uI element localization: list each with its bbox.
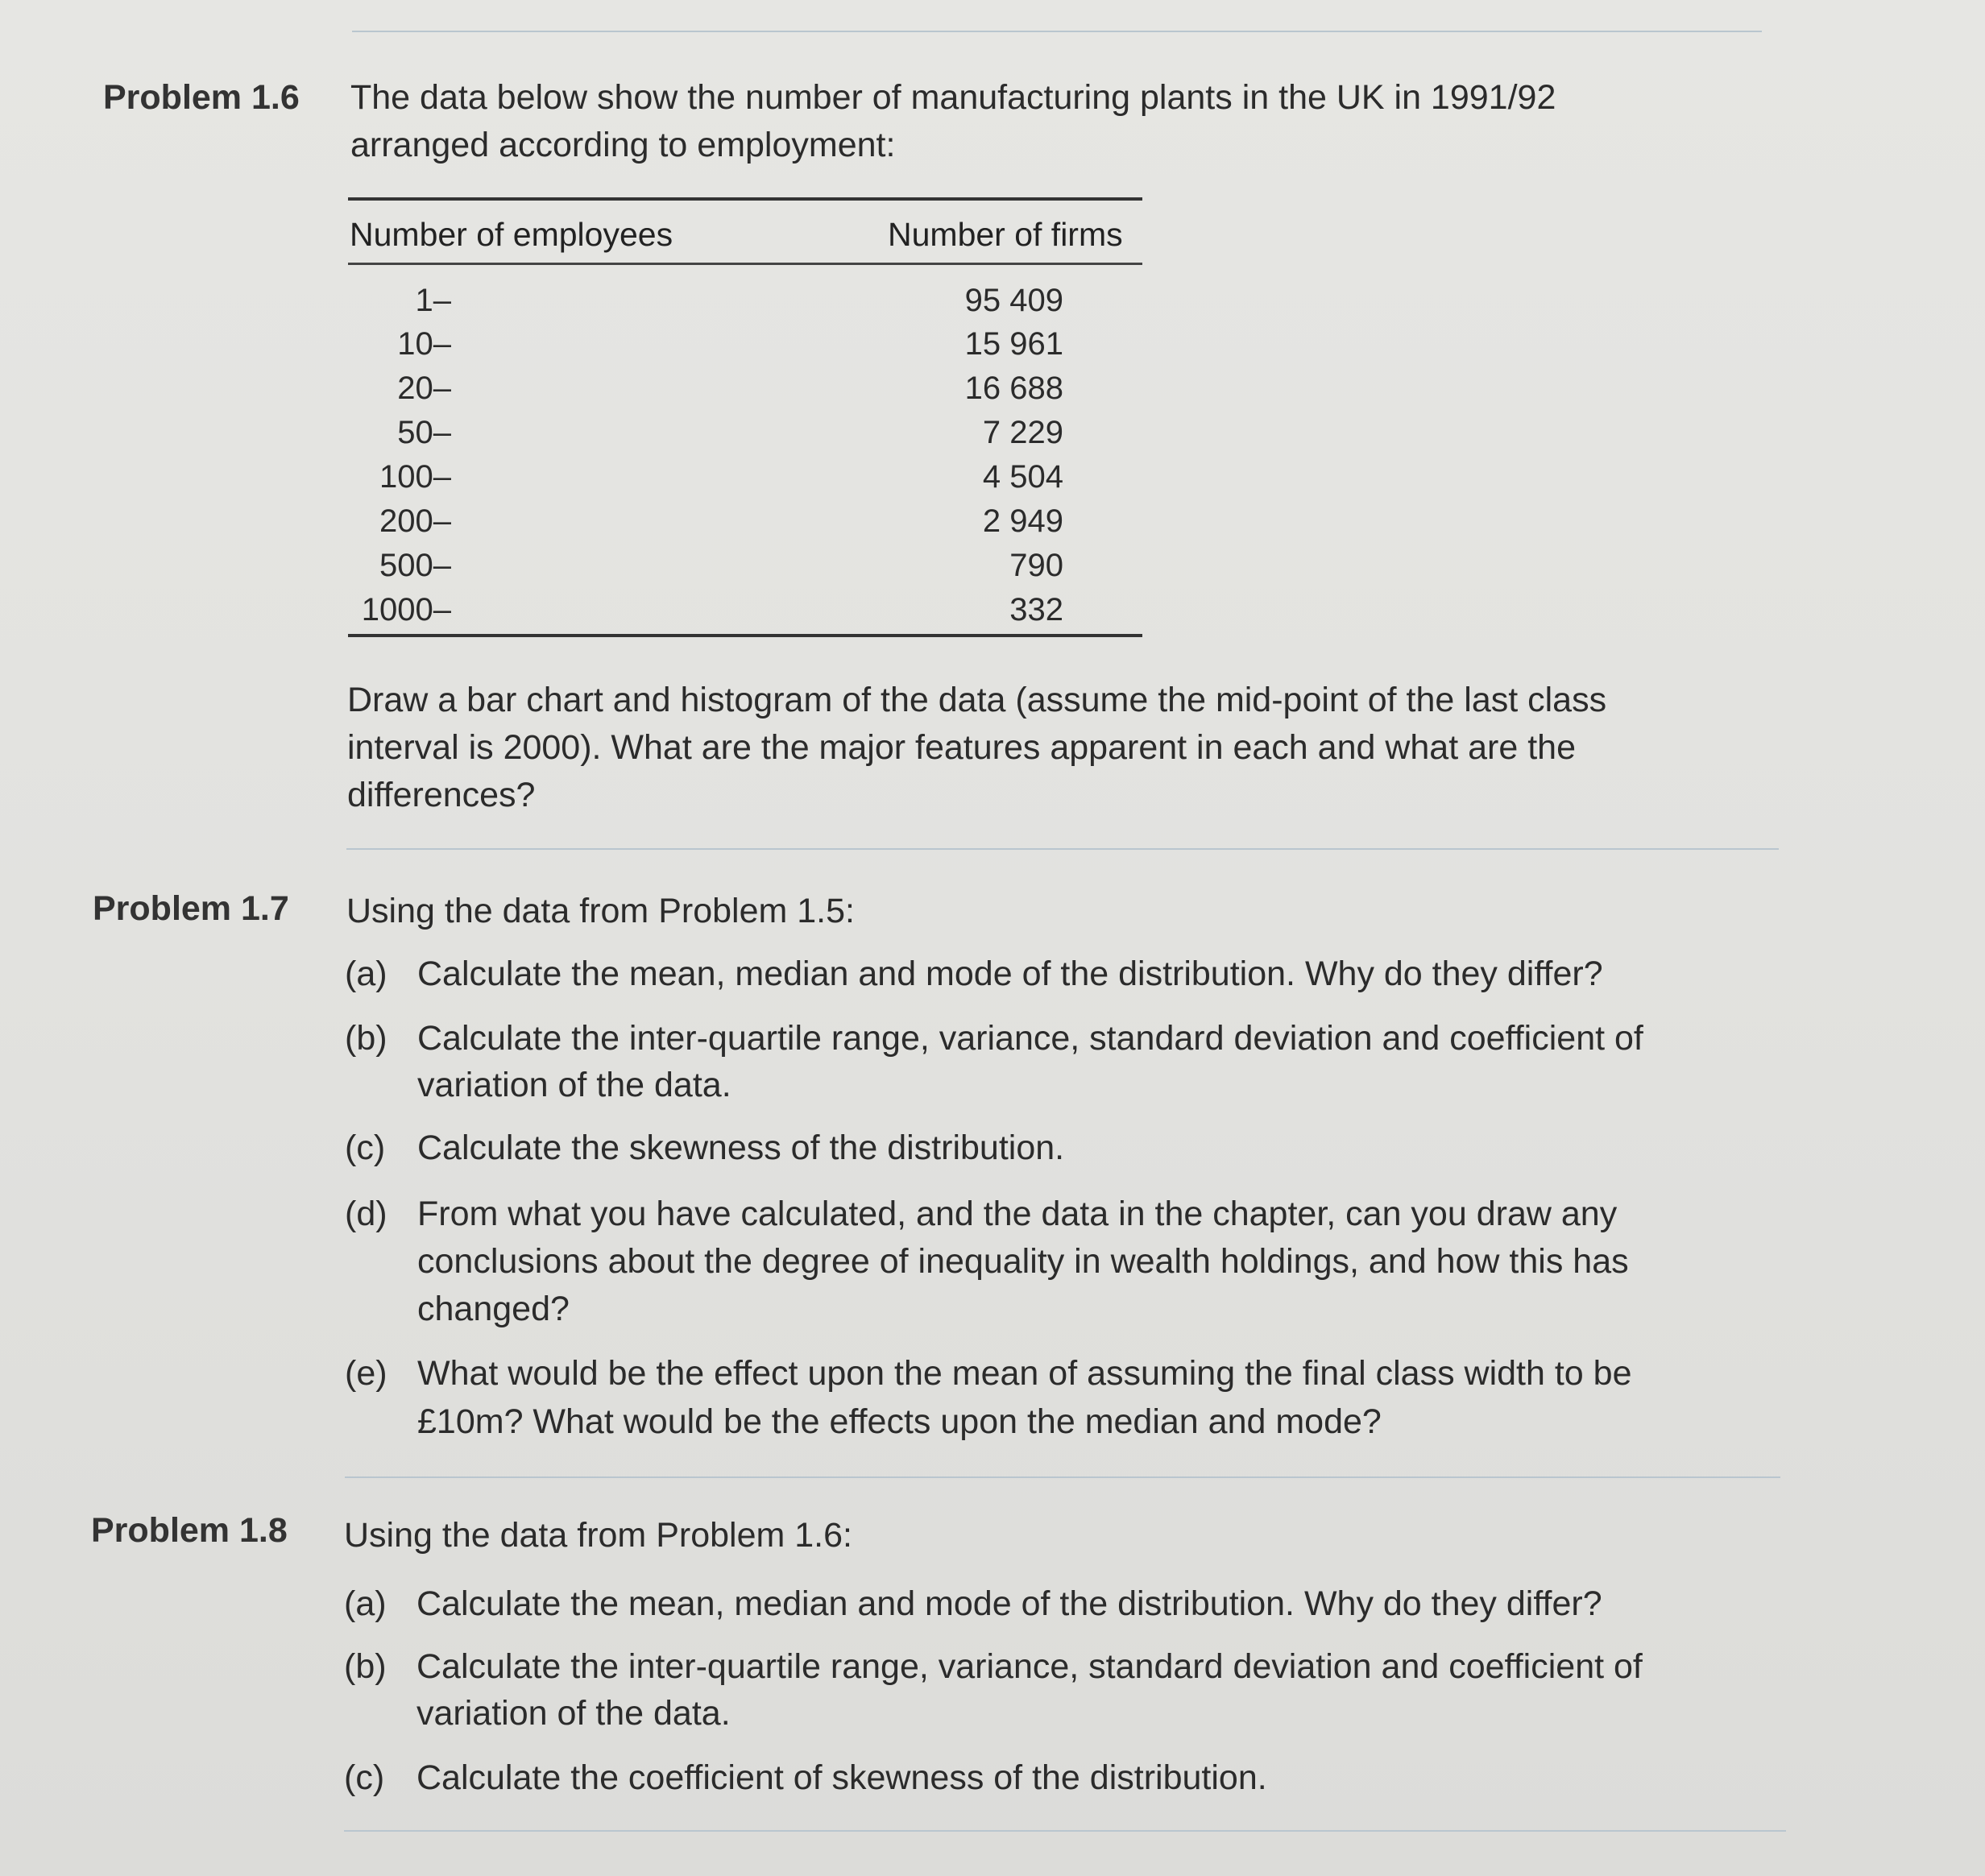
item-text-line1: Calculate the coefficient of skewness of the distribution. bbox=[416, 1758, 1267, 1797]
table-bottom-rule bbox=[348, 634, 1142, 637]
problem-1-7-label: Problem 1.7 bbox=[93, 889, 289, 928]
item-text-line1: Calculate the mean, median and mode of the distribution. Why do they differ? bbox=[416, 1584, 1602, 1623]
table-header-rule bbox=[348, 263, 1142, 265]
problem-1-8-intro: Using the data from Problem 1.6: bbox=[344, 1516, 852, 1555]
item-text-line1: Calculate the mean, median and mode of the distribution. Why do they differ? bbox=[417, 955, 1603, 993]
item-text-line1: What would be the effect upon the mean of assuming the final class width to be bbox=[417, 1354, 1632, 1393]
problem-1-6-intro-line2: arranged according to employment: bbox=[350, 126, 896, 164]
employees-cell: 10– bbox=[397, 326, 451, 362]
problem-1-7-divider bbox=[345, 1476, 1780, 1478]
column-header-employees: Number of employees bbox=[350, 216, 673, 253]
column-header-firms: Number of firms bbox=[888, 216, 1123, 253]
employees-cell: 1– bbox=[415, 283, 451, 318]
problem-1-6-divider bbox=[346, 848, 1779, 850]
firms-cell: 2 949 bbox=[982, 503, 1063, 539]
problem-1-8-label: Problem 1.8 bbox=[91, 1511, 288, 1550]
item-text-line1: Calculate the skewness of the distribution. bbox=[417, 1128, 1065, 1167]
item-letter: (a) bbox=[345, 955, 387, 993]
firms-cell: 332 bbox=[1009, 592, 1063, 627]
firms-cell: 95 409 bbox=[964, 283, 1063, 318]
firms-cell: 790 bbox=[1009, 548, 1063, 583]
firms-cell: 16 688 bbox=[964, 371, 1063, 406]
problem-1-6-intro-line1: The data below show the number of manufacturing plants in the UK in 1991/92 bbox=[350, 78, 1556, 117]
employees-cell: 500– bbox=[379, 548, 451, 583]
item-letter: (d) bbox=[345, 1195, 387, 1233]
firms-cell: 7 229 bbox=[982, 415, 1063, 450]
item-text-line2: variation of the data. bbox=[417, 1066, 731, 1104]
item-text-line2: conclusions about the degree of inequality in wealth holdings, and how this has bbox=[417, 1242, 1629, 1281]
item-text-line1: Calculate the inter-quartile range, variance, standard deviation and coefficient of bbox=[416, 1647, 1643, 1686]
item-letter: (e) bbox=[345, 1354, 387, 1393]
problem-1-8-divider bbox=[344, 1830, 1786, 1832]
employees-cell: 50– bbox=[397, 415, 451, 450]
problem-1-6-question-line2: interval is 2000). What are the major features apparent in each and what are the bbox=[347, 728, 1576, 767]
table-top-rule bbox=[348, 197, 1142, 201]
item-letter: (b) bbox=[345, 1019, 387, 1058]
problem-1-6-question-line1: Draw a bar chart and histogram of the data (assume the mid-point of the last class bbox=[347, 681, 1607, 719]
item-text-line1: From what you have calculated, and the data in the chapter, can you draw any bbox=[417, 1195, 1618, 1233]
item-letter: (a) bbox=[344, 1584, 387, 1623]
problem-1-6-label: Problem 1.6 bbox=[103, 78, 300, 117]
item-text-line2: £10m? What would be the effects upon the median and mode? bbox=[417, 1402, 1382, 1441]
employees-cell: 100– bbox=[379, 459, 451, 495]
employees-cell: 1000– bbox=[361, 592, 451, 627]
problem-1-7-intro: Using the data from Problem 1.5: bbox=[346, 892, 855, 930]
item-text-line3: changed? bbox=[417, 1290, 570, 1328]
problem-1-6-question-line3: differences? bbox=[347, 776, 536, 814]
item-letter: (c) bbox=[345, 1128, 386, 1167]
firms-cell: 15 961 bbox=[964, 326, 1063, 362]
item-text-line1: Calculate the inter-quartile range, variance, standard deviation and coefficient of bbox=[417, 1019, 1643, 1058]
firms-cell: 4 504 bbox=[982, 459, 1063, 495]
top-divider bbox=[352, 31, 1762, 32]
item-letter: (b) bbox=[344, 1647, 387, 1686]
employees-cell: 200– bbox=[379, 503, 451, 539]
item-letter: (c) bbox=[344, 1758, 385, 1797]
item-text-line2: variation of the data. bbox=[416, 1694, 731, 1733]
employees-cell: 20– bbox=[397, 371, 451, 406]
